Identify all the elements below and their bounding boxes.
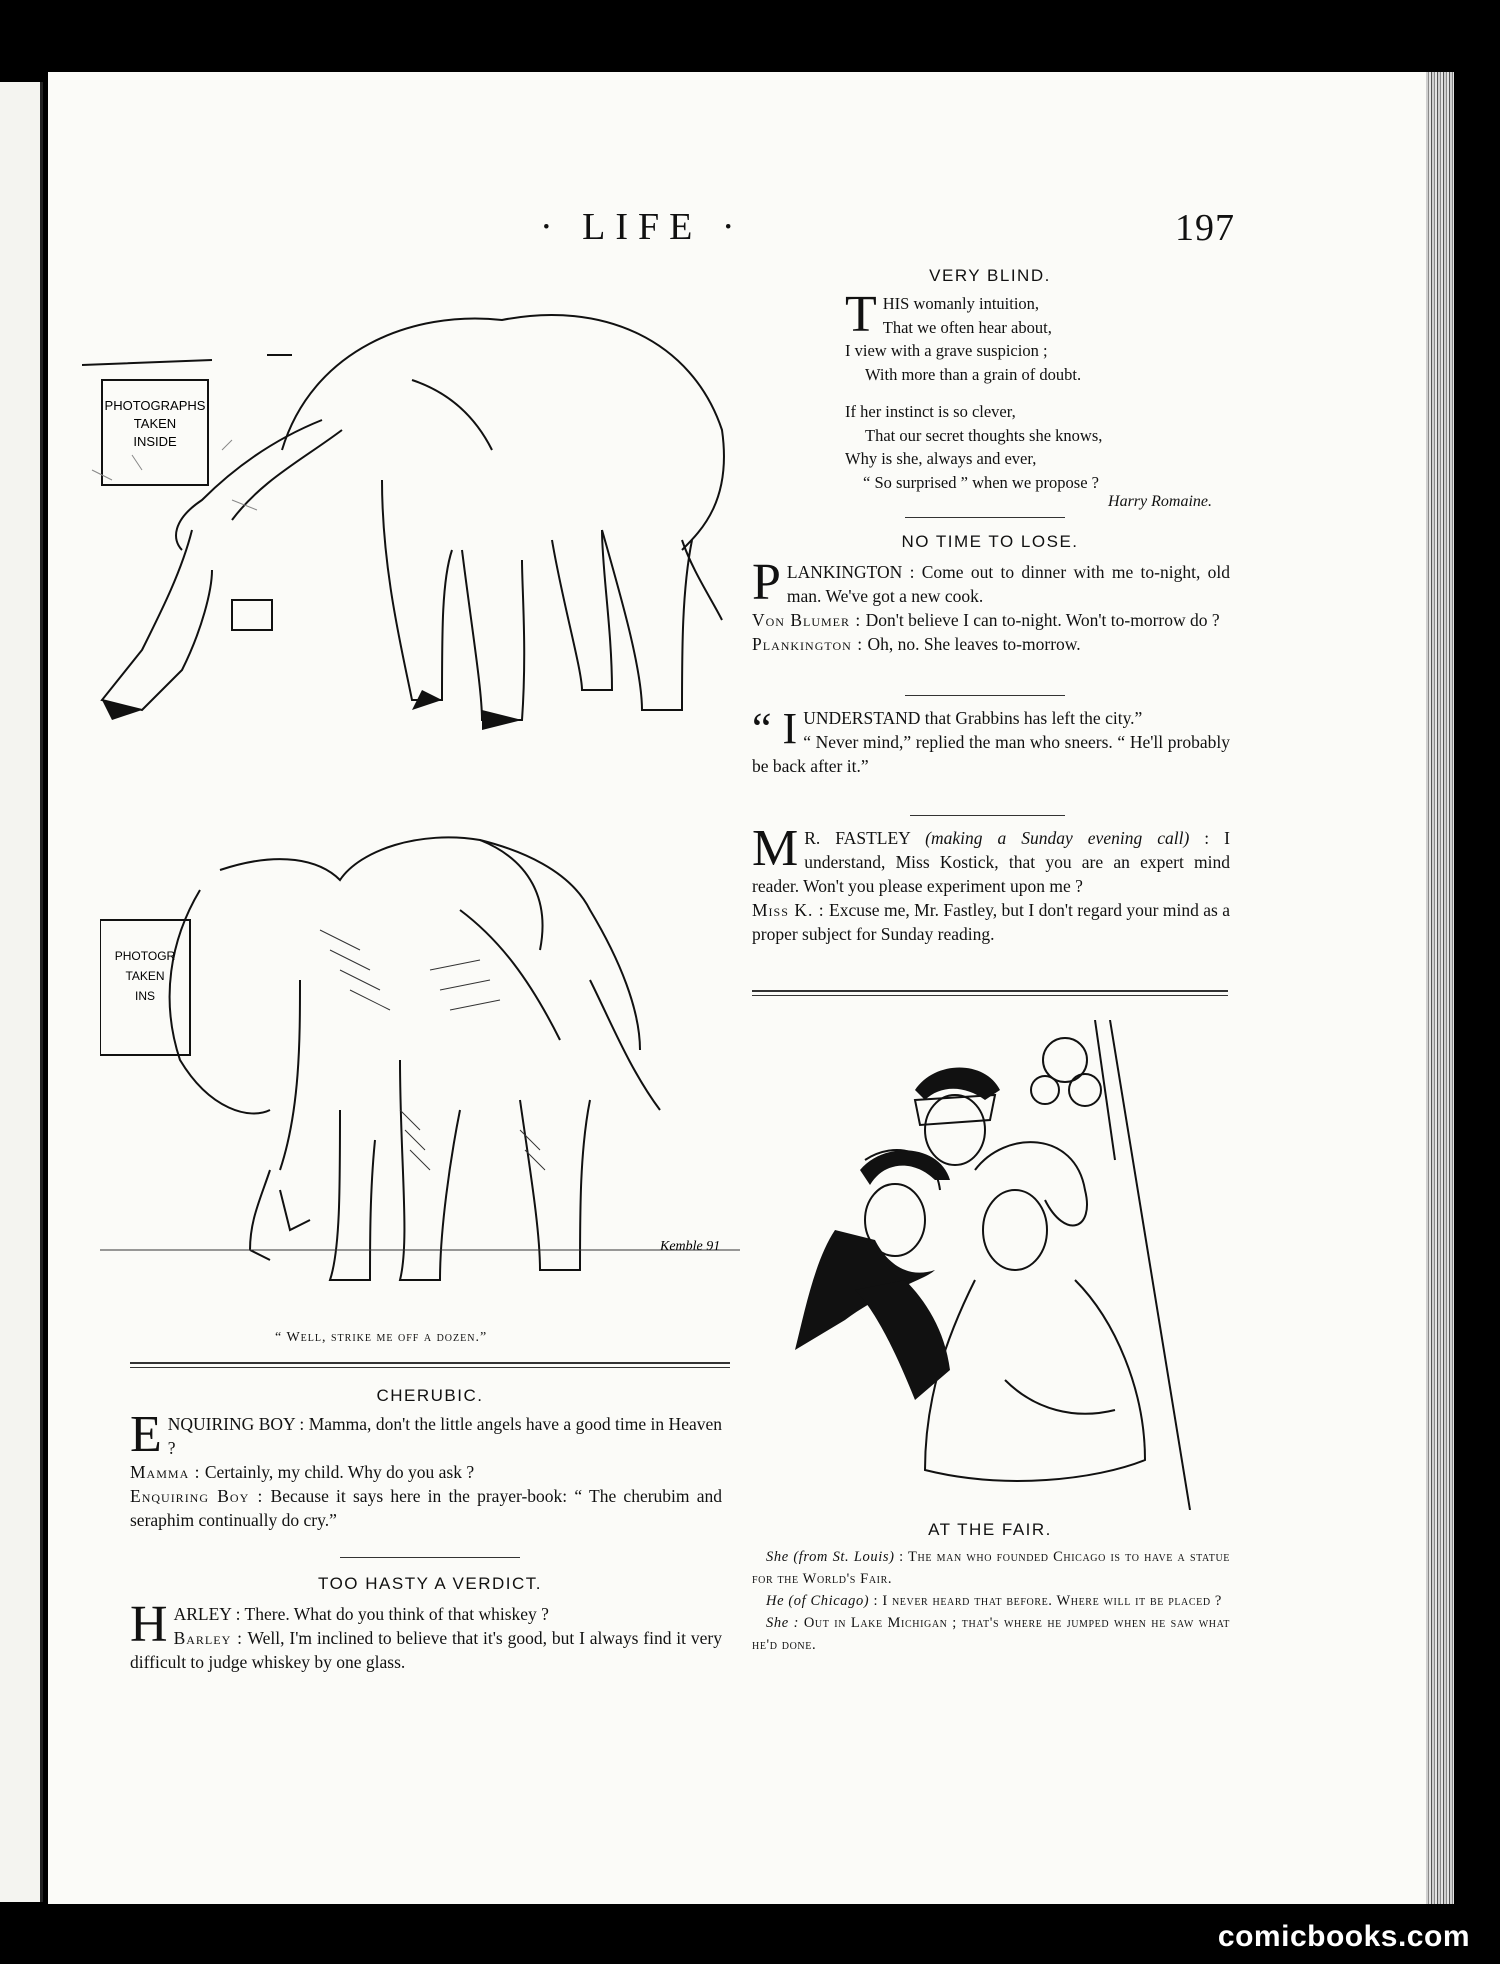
no-time-p3: Oh, no. She leaves to-morrow. bbox=[863, 634, 1081, 654]
poem-author: Harry Romaine. bbox=[1108, 493, 1212, 510]
fair-speaker1: She (from St. Louis) bbox=[766, 1549, 895, 1565]
poem-line: HIS womanly intuition, bbox=[882, 294, 1040, 313]
sign1-line3: INSIDE bbox=[133, 434, 177, 449]
hasty-speaker2: Barley : bbox=[173, 1628, 243, 1648]
poem-line: With more than a grain of doubt. bbox=[865, 364, 1082, 384]
fair-speaker2: He (of Chicago) bbox=[766, 1593, 870, 1609]
fair-speaker3: She : bbox=[766, 1615, 800, 1631]
facing-page-edge bbox=[0, 82, 43, 1902]
fastley-speaker2: Miss K. : bbox=[752, 900, 825, 920]
artist-signature: Kemble 91 bbox=[660, 1239, 721, 1254]
fair-l3: Out in Lake Michigan ; that's where he jumped when he saw what he'd done. bbox=[752, 1615, 1231, 1653]
fastley-p1-italic: (making a Sunday evening call) bbox=[925, 828, 1190, 848]
cherubic-title: CHERUBIC. bbox=[376, 1386, 484, 1405]
hasty-p2: Well, I'm inclined to believe that it's good, but I always find it very difficult to judge whiskey by one glass. bbox=[130, 1628, 722, 1672]
cherubic-body bbox=[130, 1406, 723, 1532]
grabbins-p2: “ Never mind,” replied the man who sneers. “ He'll probably be back after it.” bbox=[752, 732, 1230, 776]
photographs-sign bbox=[102, 380, 208, 485]
elephant-trunk-illustration bbox=[100, 810, 740, 1330]
no-time-body bbox=[752, 554, 1230, 656]
cherubic-speaker2: Mamma : bbox=[130, 1462, 201, 1482]
section-rule bbox=[130, 1362, 730, 1368]
sign1-line1: PHOTOGRAPHS bbox=[104, 398, 206, 413]
fair-crowd-illustration bbox=[775, 1020, 1215, 1510]
fair-l1: : The man who founded Chicago is to have a statue for the World's Fair. bbox=[752, 1549, 1230, 1587]
grabbins-body bbox=[752, 706, 1230, 778]
no-time-speaker2: Von Blumer : bbox=[752, 610, 862, 630]
no-time-rule bbox=[905, 695, 1065, 696]
poem-line: I view with a grave suspicion ; bbox=[845, 341, 1048, 360]
elephant-caption: “ Well, strike me off a dozen.” bbox=[275, 1330, 488, 1345]
grabbins-dropcap: “ I bbox=[752, 704, 798, 753]
very-blind-dropcap: T bbox=[845, 286, 877, 343]
elephant-photographer-illustration bbox=[82, 270, 742, 770]
fastley-p2: Excuse me, Mr. Fastley, but I don't regard your mind as a proper subject for Sunday reading. bbox=[752, 900, 1230, 944]
sign1-line2: TAKEN bbox=[133, 416, 177, 431]
hasty-body bbox=[130, 1596, 722, 1674]
fastley-p1a: R. FASTLEY bbox=[804, 828, 926, 848]
no-time-p1: LANKINGTON : Come out to dinner with me to-night, old man. We've got a new cook. bbox=[786, 562, 1230, 606]
sign2-line2: TAKEN bbox=[125, 969, 165, 983]
poem-line: That our secret thoughts she knows, bbox=[865, 425, 1103, 445]
sign2-line1: PHOTOGR bbox=[114, 949, 176, 963]
page-number: 197 bbox=[1175, 207, 1235, 249]
cherubic-p2: Certainly, my child. Why do you ask ? bbox=[200, 1462, 475, 1482]
poem-line: Why is she, always and ever, bbox=[845, 449, 1037, 468]
cherubic-rule bbox=[340, 1557, 520, 1558]
cherubic-p1: NQUIRING BOY : Mamma, don't the little angels have a good time in Heaven ? bbox=[167, 1414, 722, 1458]
no-time-p2: Don't believe I can to-night. Won't to-morrow do ? bbox=[861, 610, 1220, 630]
hasty-title: TOO HASTY A VERDICT. bbox=[318, 1574, 542, 1593]
no-time-speaker3: Plankington : bbox=[752, 634, 864, 654]
grabbins-rule bbox=[910, 815, 1065, 816]
cherubic-dropcap: E bbox=[130, 1406, 162, 1463]
page-stack-edge bbox=[1426, 72, 1454, 1904]
fastley-dropcap: M bbox=[752, 820, 799, 877]
fair-title: AT THE FAIR. bbox=[928, 1520, 1052, 1539]
very-blind-rule bbox=[905, 517, 1065, 518]
watermark-brand: comicbooks.com bbox=[1217, 1920, 1470, 1953]
cherubic-speaker3: Enquiring Boy : bbox=[130, 1486, 264, 1506]
poem-line: “ So surprised ” when we propose ? bbox=[863, 472, 1099, 492]
poem-line: That we often hear about, bbox=[882, 317, 1052, 337]
very-blind-title: VERY BLIND. bbox=[929, 266, 1051, 285]
masthead: · LIFE · bbox=[540, 206, 745, 248]
no-time-title: NO TIME TO LOSE. bbox=[901, 532, 1079, 551]
no-time-dropcap: P bbox=[752, 554, 781, 611]
grabbins-p1: UNDERSTAND that Grabbins has left the city.” bbox=[803, 708, 1143, 728]
very-blind-poem bbox=[845, 286, 1185, 494]
sign2-line3: INS bbox=[134, 989, 156, 1003]
fair-l2: : I never heard that before. Where will it be placed ? bbox=[869, 1593, 1222, 1609]
fastley-body bbox=[752, 820, 1230, 946]
right-section-rule bbox=[752, 990, 1228, 996]
hasty-p1: ARLEY : There. What do you think of that whiskey ? bbox=[173, 1604, 549, 1624]
cherubic-p3: Because it says here in the prayer-book: “ The cherubim and seraphim continually do cry.” bbox=[130, 1486, 723, 1530]
fair-body bbox=[752, 1546, 1230, 1656]
hasty-dropcap: H bbox=[130, 1596, 168, 1653]
photographs-sign-2 bbox=[100, 920, 190, 1055]
fastley-p1b: : I understand, Miss Kostick, that you are an expert mind reader. Won't you please experiment upon me ? bbox=[752, 828, 1230, 896]
poem-line: If her instinct is so clever, bbox=[845, 402, 1016, 421]
